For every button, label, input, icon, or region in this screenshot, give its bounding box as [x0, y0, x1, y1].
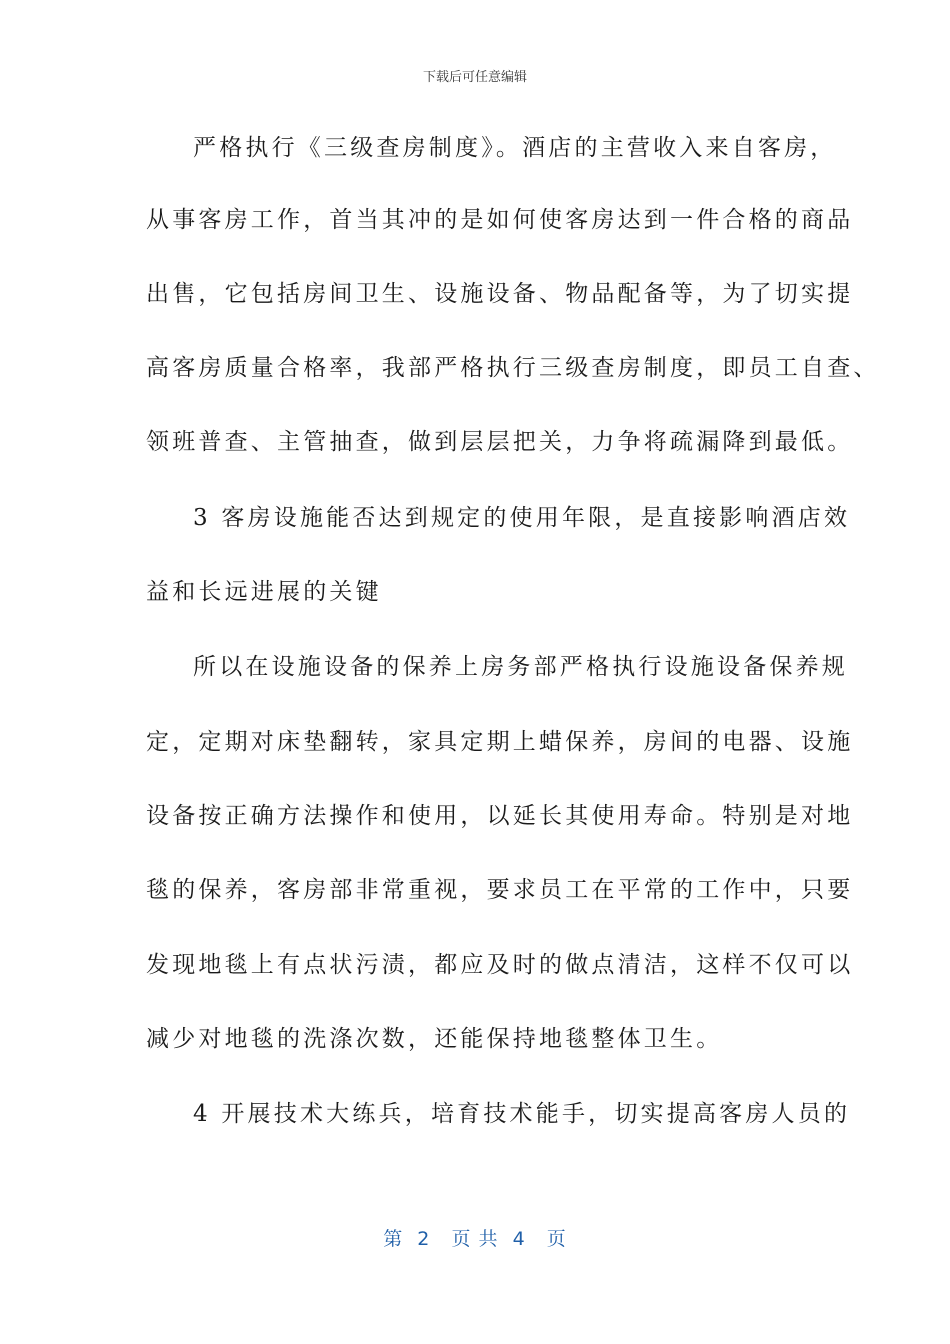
body-line: 高客房质量合格率，我部严格执行三级查房制度，即员工自查、 — [146, 355, 880, 381]
body-line: 发现地毯上有点状污渍，都应及时的做点清洁，这样不仅可以 — [146, 952, 854, 978]
body-line: 毯的保养，客房部非常重视，要求员工在平常的工作中，只要 — [146, 877, 854, 903]
body-line: 从事客房工作，首当其冲的是如何使客房达到一件合格的商品 — [146, 207, 854, 233]
body-line: 所以在设施设备的保养上房务部严格执行设施设备保养规 — [193, 654, 848, 680]
body-line: 3 客房设施能否达到规定的使用年限，是直接影响酒店效 — [193, 505, 851, 531]
header-note: 下载后可任意编辑 — [422, 70, 527, 85]
body-line: 益和长远进展的关键 — [146, 579, 382, 605]
page-number: 第 2 页 共 4 页 — [383, 1228, 567, 1250]
body-line: 减少对地毯的洗涤次数，还能保持地毯整体卫生。 — [146, 1026, 723, 1052]
body-line: 出售，它包括房间卫生、设施设备、物品配备等，为了切实提 — [146, 281, 854, 307]
body-line: 4 开展技术大练兵，培育技术能手，切实提高客房人员的 — [193, 1101, 851, 1127]
body-line: 设备按正确方法操作和使用，以延长其使用寿命。特别是对地 — [146, 803, 854, 829]
body-line: 定，定期对床垫翻转，家具定期上蜡保养，房间的电器、设施 — [146, 729, 854, 755]
body-line: 领班普查、主管抽查，做到层层把关，力争将疏漏降到最低。 — [146, 429, 854, 455]
body-line: 严格执行《三级查房制度》。酒店的主营收入来自客房， — [193, 135, 837, 161]
